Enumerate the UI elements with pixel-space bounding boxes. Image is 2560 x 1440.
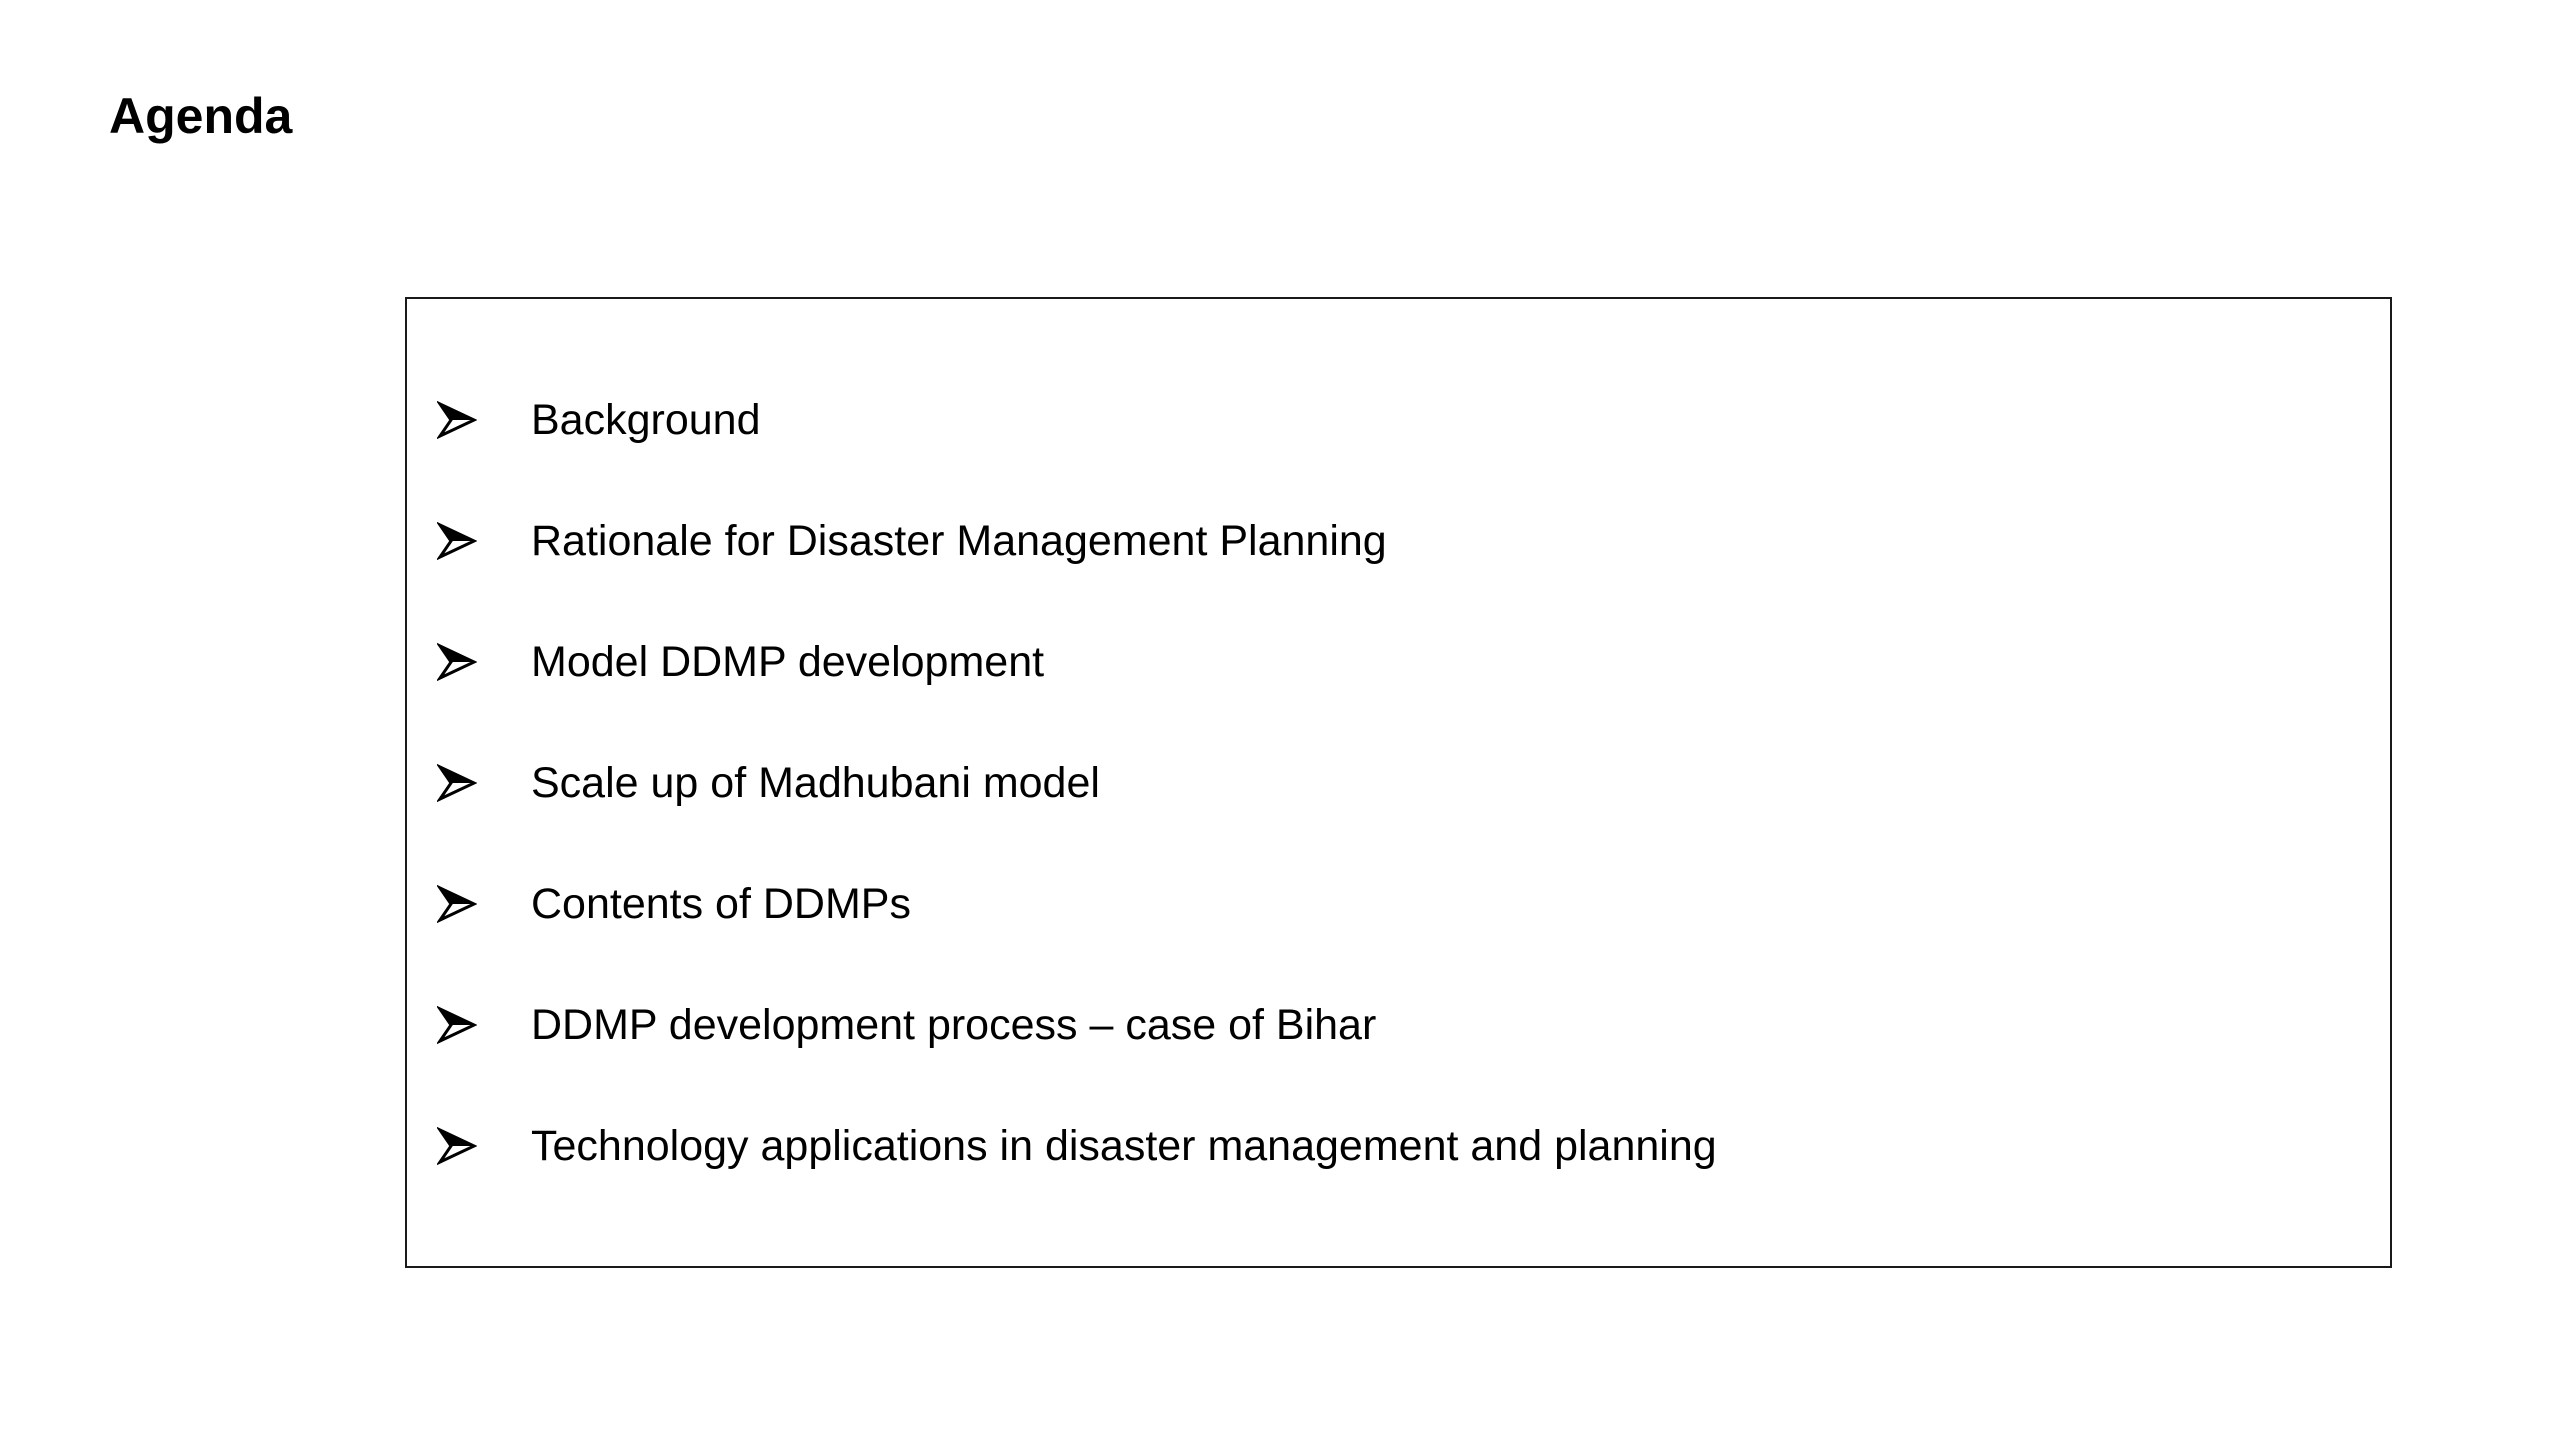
agenda-item-background <box>407 359 2390 480</box>
arrowhead-bullet-icon <box>437 521 477 561</box>
agenda-item-label: Rationale for Disaster Management Planning <box>531 516 1387 565</box>
arrowhead-bullet-icon <box>437 642 477 682</box>
agenda-item-label: Background <box>531 395 761 444</box>
agenda-box <box>405 297 2392 1268</box>
agenda-list <box>407 359 2390 1206</box>
agenda-item-label: Contents of DDMPs <box>531 879 911 928</box>
agenda-item-label: Scale up of Madhubani model <box>531 758 1100 807</box>
arrowhead-bullet-icon <box>437 763 477 803</box>
agenda-item-label: Technology applications in disaster management and planning <box>531 1121 1717 1170</box>
agenda-item-model-ddmp <box>407 601 2390 722</box>
agenda-item-process <box>407 964 2390 1085</box>
arrowhead-bullet-icon <box>437 1126 477 1166</box>
slide-title: Agenda <box>109 88 293 144</box>
agenda-item-scale-up <box>407 722 2390 843</box>
agenda-item-label: Model DDMP development <box>531 637 1045 686</box>
arrowhead-bullet-icon <box>437 400 477 440</box>
agenda-item-technology <box>407 1085 2390 1206</box>
agenda-item-contents <box>407 843 2390 964</box>
agenda-item-rationale <box>407 480 2390 601</box>
arrowhead-bullet-icon <box>437 884 477 924</box>
arrowhead-bullet-icon <box>437 1005 477 1045</box>
agenda-item-label: DDMP development process – case of Bihar <box>531 1000 1377 1049</box>
